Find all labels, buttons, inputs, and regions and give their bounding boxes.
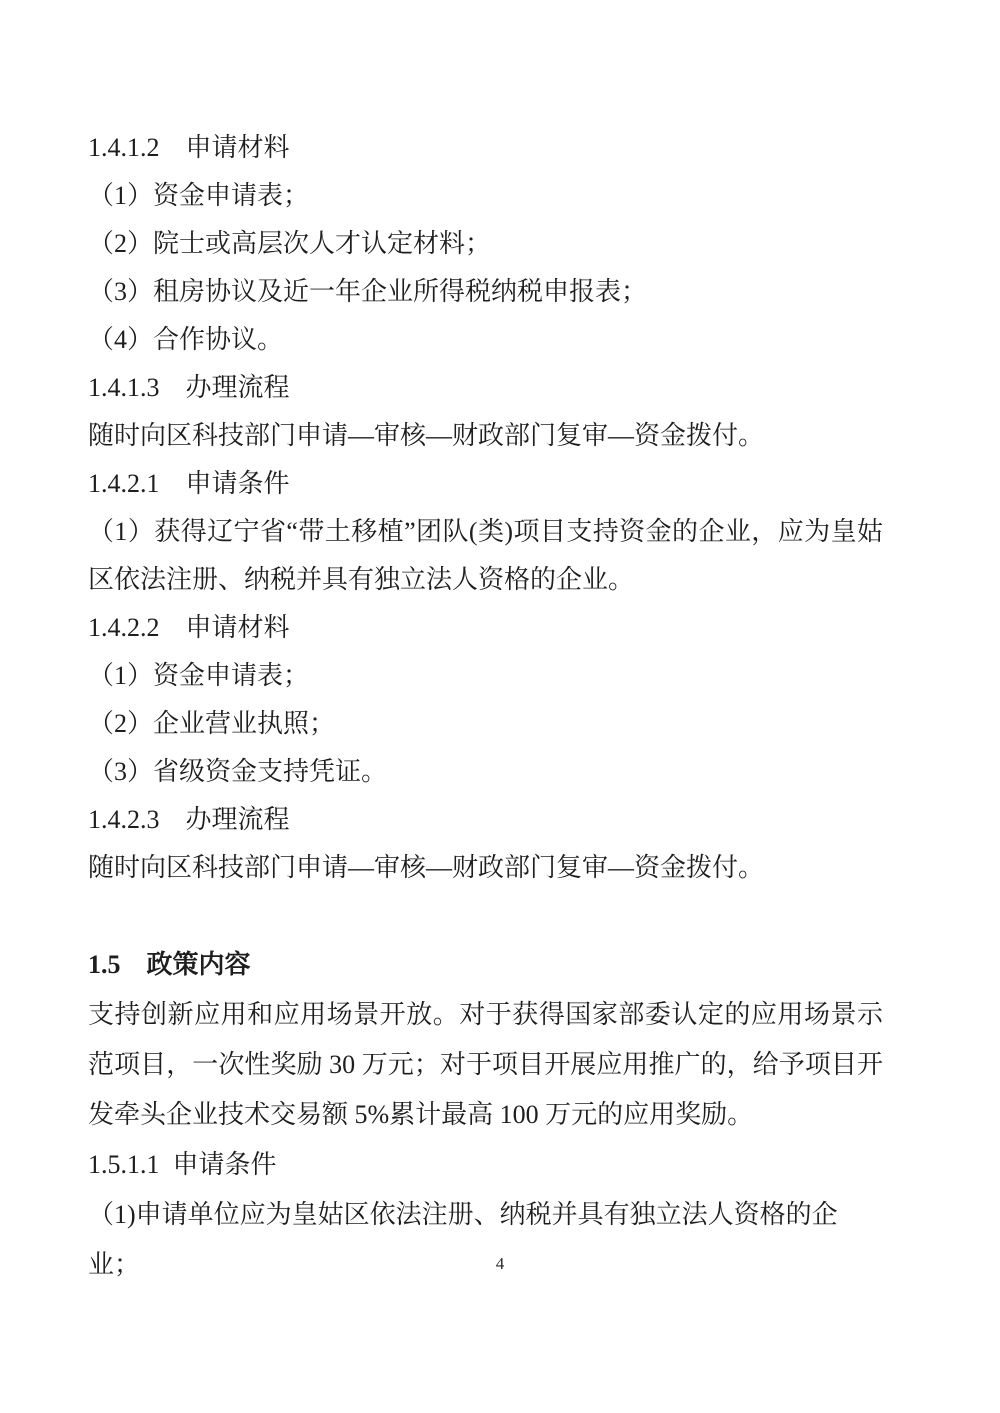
process-paragraph: 随时向区科技部门申请—审核—财政部门复审—资金拨付。 bbox=[88, 421, 765, 450]
heading-1-4-1-3-process: 1.4.1.3 办理流程 bbox=[88, 373, 290, 402]
page-number: 4 bbox=[495, 1254, 505, 1273]
section-1-5 bbox=[88, 940, 883, 1290]
process-paragraph: 随时向区科技部门申请—审核—财政部门复审—资金拨付。 bbox=[88, 853, 765, 882]
document-content bbox=[88, 124, 883, 1290]
heading-1-5-policy-content: 1.5 政策内容 bbox=[88, 950, 251, 979]
section-1-4 bbox=[88, 124, 883, 892]
policy-paragraph: 支持创新应用和应用场景开放。对于获得国家部委认定的应用场景示范项目，一次性奖励 30 万元；对于项目开展应用推广的，给予项目开发牵头企业技术交易额 5%累计最高 100 万元的应用奖励。 bbox=[88, 1000, 883, 1129]
list-item: （2）院士或高层次人才认定材料； bbox=[88, 229, 492, 258]
list-item: （1）资金申请表； bbox=[88, 661, 310, 690]
heading-1-4-2-3-process: 1.4.2.3 办理流程 bbox=[88, 805, 290, 834]
list-item: （2）企业营业执照； bbox=[88, 709, 336, 738]
list-item: （1）资金申请表； bbox=[88, 181, 310, 210]
list-item: （3）租房协议及近一年企业所得税纳税申报表； bbox=[88, 277, 648, 306]
heading-1-4-1-2-application-materials: 1.4.1.2 申请材料 bbox=[88, 133, 290, 162]
list-item: （4）合作协议。 bbox=[88, 325, 284, 354]
list-item: （3）省级资金支持凭证。 bbox=[88, 757, 388, 786]
list-item: （1)申请单位应为皇姑区依法注册、纳税并具有独立法人资格的企业； bbox=[88, 1200, 838, 1279]
page-footer bbox=[0, 1254, 1000, 1274]
heading-1-4-2-1-conditions: 1.4.2.1 申请条件 bbox=[88, 469, 290, 498]
heading-1-5-1-1-conditions: 1.5.1.1 申请条件 bbox=[88, 1150, 277, 1179]
condition-paragraph: （1）获得辽宁省“带土移植”团队(类)项目支持资金的企业，应为皇姑区依法注册、纳税并具有独立法人资格的企业。 bbox=[88, 517, 883, 594]
heading-1-4-2-2-application-materials: 1.4.2.2 申请材料 bbox=[88, 613, 290, 642]
